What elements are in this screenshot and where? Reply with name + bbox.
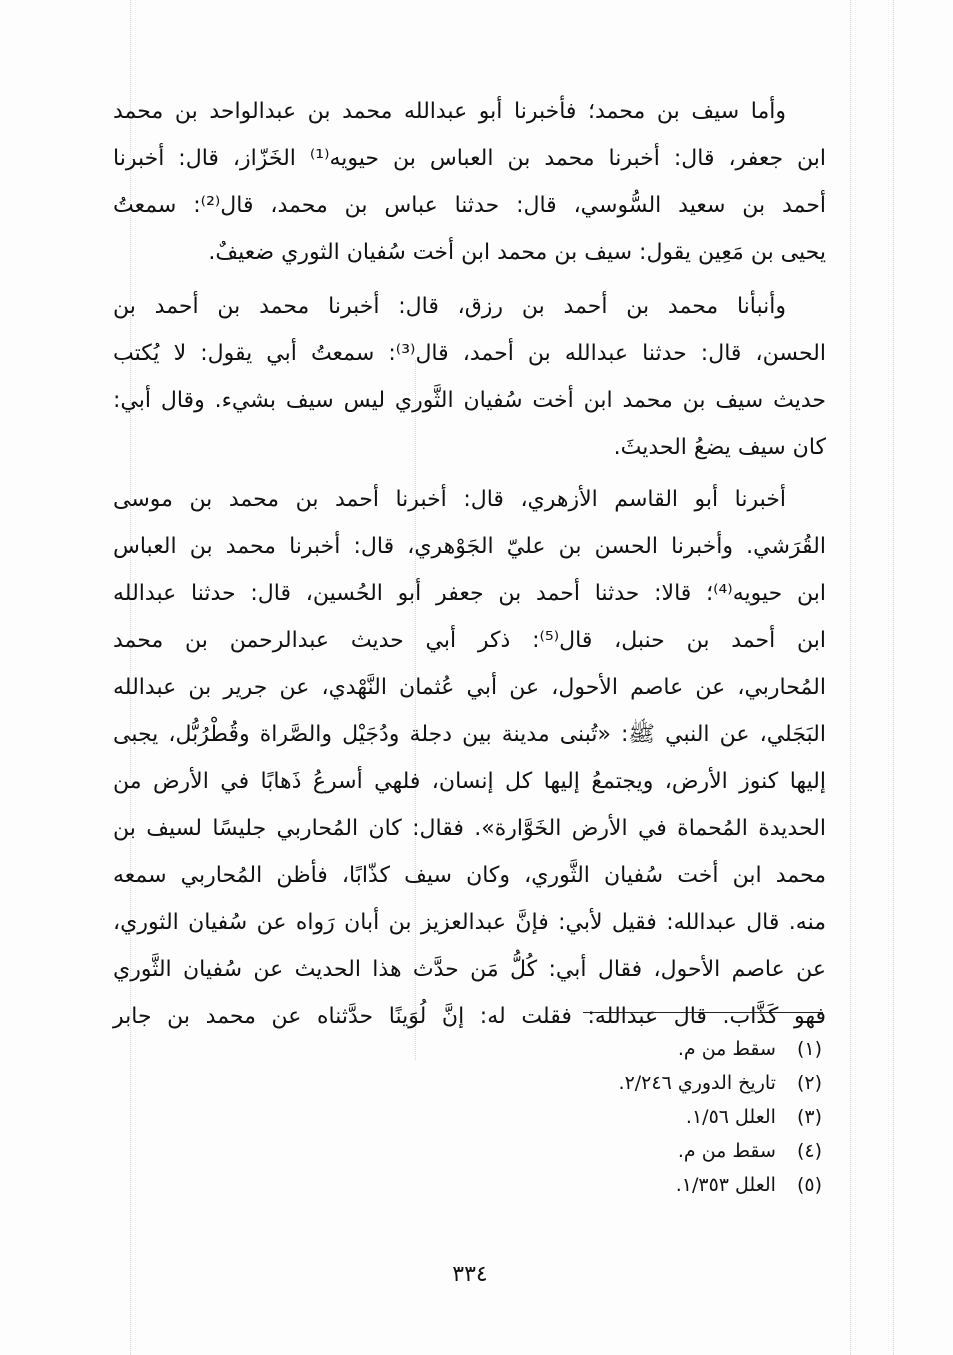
text-line: القُرَشي. وأخبرنا الحسن بن عليّ الجَوْهري، قال: أخبرنا محمد بن العباس bbox=[113, 534, 826, 559]
text-line: يحيى بن مَعِين يقول: سيف بن محمد ابن أخت سُفيان الثوري ضعيفٌ. bbox=[208, 240, 826, 265]
paragraph-1 bbox=[113, 88, 826, 276]
footnote-number: (١) bbox=[796, 1038, 822, 1060]
text-line: الحسن، قال: حدثنا عبدالله بن أحمد، قال⁽³⁾: سمعتُ أبي يقول: لا يُكتب bbox=[113, 341, 826, 366]
text-line: وأنبأنا محمد بن أحمد بن رزق، قال: أخبرنا محمد بن أحمد بن bbox=[113, 294, 786, 319]
footnote-number: (٥) bbox=[796, 1174, 822, 1196]
footnote bbox=[430, 1066, 822, 1100]
text-line: أحمد بن سعيد السُّوسي، قال: حدثنا عباس بن محمد، قال⁽²⁾: سمعتُ bbox=[113, 193, 826, 218]
footnote bbox=[430, 1134, 822, 1168]
scan-artifact-line bbox=[893, 0, 894, 1355]
footnote-separator bbox=[583, 1012, 823, 1013]
text-line: منه. قال عبدالله: فقيل لأبي: فإنَّ عبدالعزيز بن أبان رَواه عن سُفيان الثوري، bbox=[113, 910, 826, 935]
footnote bbox=[430, 1168, 822, 1202]
text-line: محمد ابن أخت سُفيان الثَّوري، وكان سيف كذّابًا، فأظن المُحاربي سمعه bbox=[113, 863, 826, 888]
text-line: أخبرنا أبو القاسم الأزهري، قال: أخبرنا أحمد بن محمد بن موسى bbox=[113, 487, 786, 512]
text-line: الحديدة المُحماة في الأرض الخَوَّارة». فقال: كان المُحاربي جليسًا لسيف بن bbox=[113, 816, 826, 841]
footnote-text: سقط من م. bbox=[677, 1140, 776, 1162]
text-line: إليها كنوز الأرض، ويجتمعُ إليها كل إنسان، فلهي أسرعُ ذَهابًا في الأرض من bbox=[113, 769, 826, 794]
page-number: ٣٣٤ bbox=[452, 1262, 488, 1287]
footnote-number: (٣) bbox=[796, 1106, 822, 1128]
footnotes bbox=[430, 1032, 822, 1202]
text-line: عن عاصم الأحول، فقال أبي: كُلُّ مَن حدَّث هذا الحديث عن سُفيان الثَّوري bbox=[113, 957, 826, 982]
footnote bbox=[430, 1032, 822, 1066]
text-line: فهو كَذَّاب. قال عبدالله: فقلت له: إنَّ لُوَينًا حدَّثناه عن محمد بن جابر bbox=[113, 1004, 826, 1029]
text-line: حديث سيف بن محمد ابن أخت سُفيان الثَّوري ليس سيف بشيء. وقال أبي: bbox=[113, 388, 826, 413]
paragraph-3 bbox=[113, 476, 826, 1040]
text-line: ابن حيويه⁽⁴⁾؛ قالا: حدثنا أحمد بن جعفر أبو الحُسين، قال: حدثنا عبدالله bbox=[113, 581, 826, 606]
footnote bbox=[430, 1100, 822, 1134]
paragraph-2 bbox=[113, 283, 826, 471]
footnote-text: سقط من م. bbox=[677, 1038, 776, 1060]
footnote-text: تاريخ الدوري ٢/٢٤٦. bbox=[618, 1072, 776, 1094]
text-line: البَجَلي، عن النبي ﷺ: «تُبنى مدينة بين دجلة ودُجَيْل والصَّراة وقُطْرُبُّل، يجبى bbox=[113, 722, 826, 747]
text-line: وأما سيف بن محمد؛ فأخبرنا أبو عبدالله محمد بن عبدالواحد بن محمد bbox=[113, 99, 786, 124]
text-line: ابن أحمد بن حنبل، قال⁽⁵⁾: ذكر أبي حديث عبدالرحمن بن محمد bbox=[113, 628, 826, 653]
footnote-number: (٢) bbox=[796, 1072, 822, 1094]
footnote-text: العلل ١/٣٥٣. bbox=[675, 1174, 776, 1196]
text-line: ابن جعفر، قال: أخبرنا محمد بن العباس بن حيويه⁽¹⁾ الخَزّاز، قال: أخبرنا bbox=[113, 146, 827, 171]
scan-artifact-line bbox=[850, 0, 851, 1355]
text-line: كان سيف يضعُ الحديثَ. bbox=[613, 435, 826, 460]
footnote-text: العلل ١/٥٦. bbox=[685, 1106, 776, 1128]
footnote-number: (٤) bbox=[796, 1140, 822, 1162]
text-line: المُحاربي، عن عاصم الأحول، عن أبي عُثمان النَّهْدي، عن جرير بن عبدالله bbox=[113, 675, 826, 700]
